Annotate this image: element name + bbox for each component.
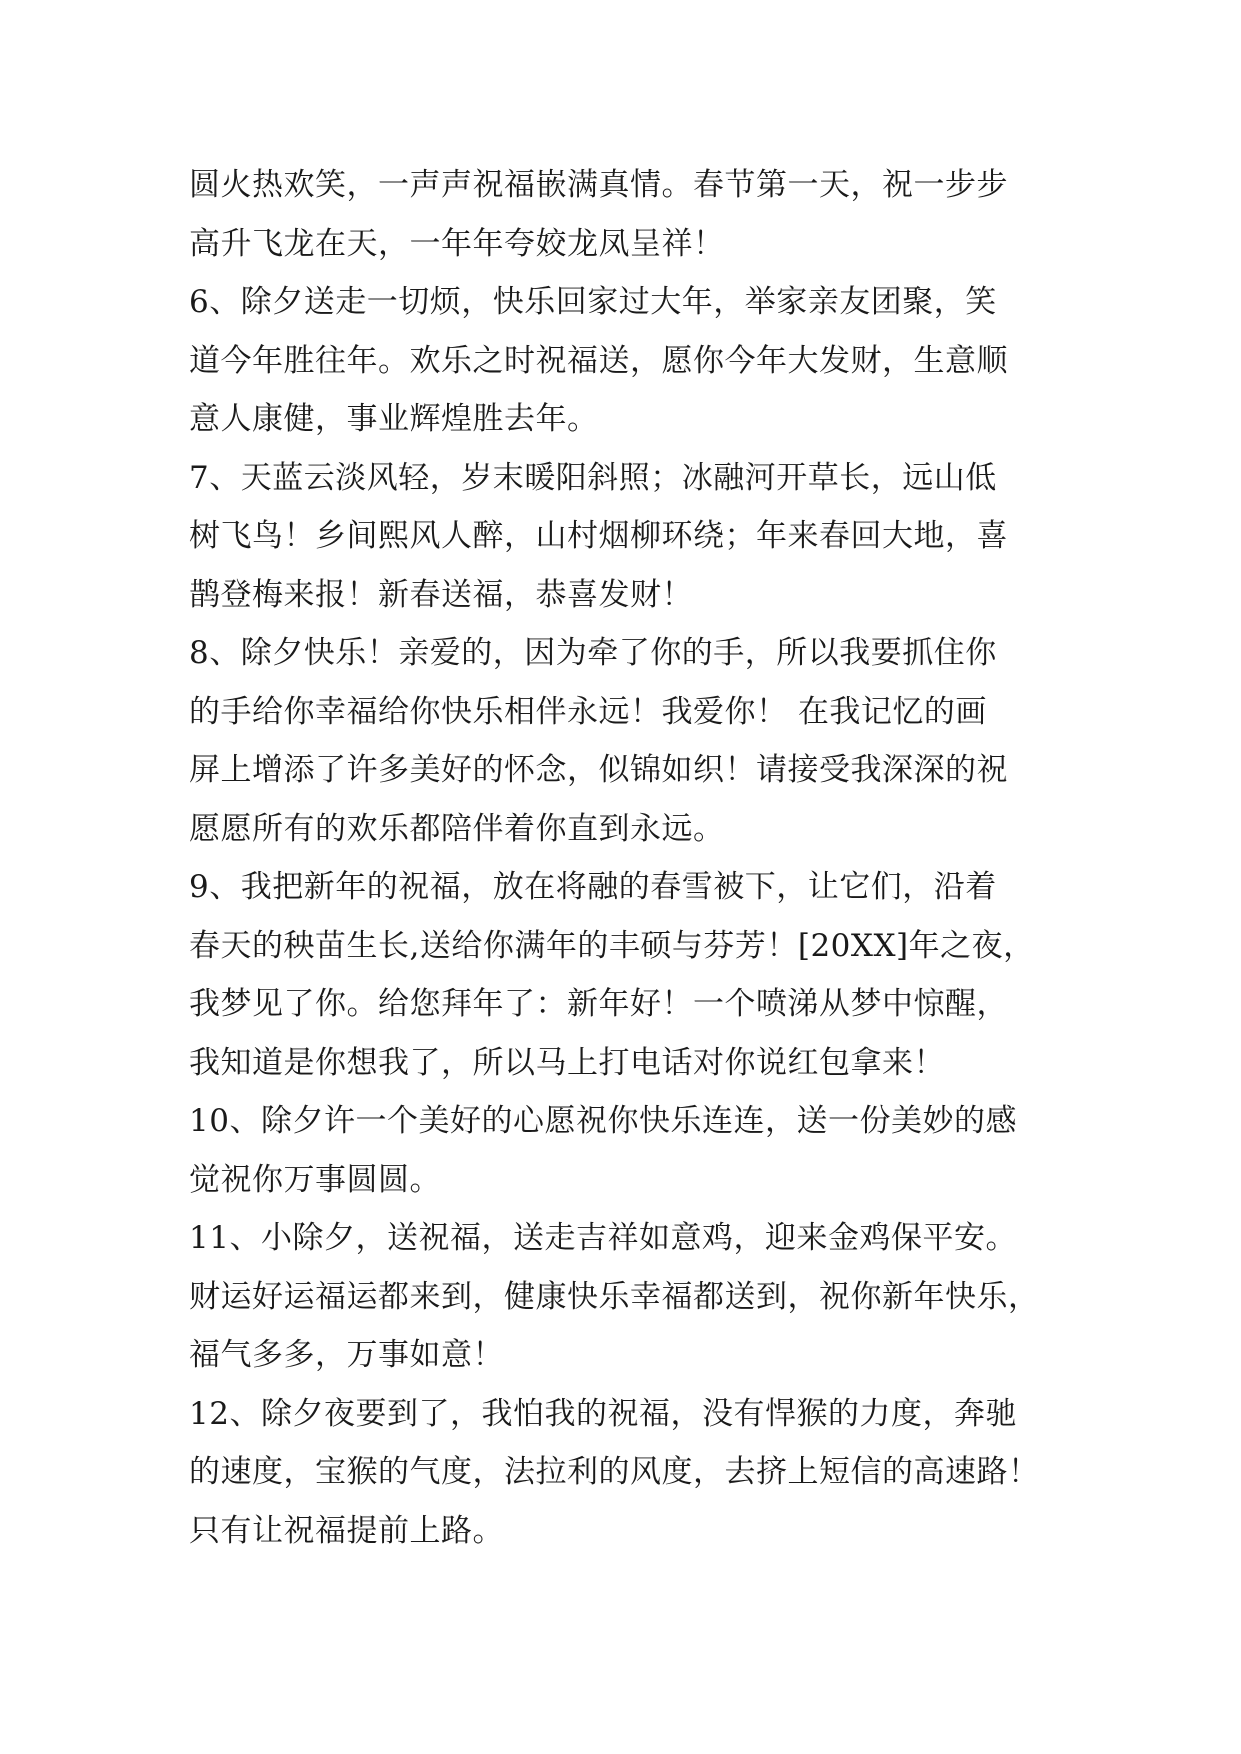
- text-line: 福气多多，万事如意！: [189, 1337, 504, 1373]
- text-line: 屏上增添了许多美好的怀念，似锦如织！请接受我深深的祝: [189, 752, 1008, 788]
- text-line: 9、我把新年的祝福，放在将融的春雪被下，让它们，沿着: [189, 869, 997, 905]
- text-line: 愿愿所有的欢乐都陪伴着你直到永远。: [189, 810, 725, 847]
- text-line: 的手给你幸福给你快乐相伴永远！我爱你！ 在我记忆的画: [189, 693, 987, 730]
- text-line: 财运好运福运都来到，健康快乐幸福都送到，祝你新年快乐，: [189, 1278, 1040, 1315]
- text-line: 树飞鸟！乡间熙风人醉，山村烟柳环绕；年来春回大地，喜: [189, 518, 1008, 554]
- text-line: 7、天蓝云淡风轻，岁末暖阳斜照；冰融河开草长，远山低: [189, 459, 997, 496]
- text-line: 8、除夕快乐！亲爱的，因为牵了你的手，所以我要抓住你: [189, 635, 997, 671]
- text-line: 11、小除夕，送祝福，送走吉祥如意鸡，迎来金鸡保平安。: [189, 1220, 1017, 1256]
- text-line: 的速度，宝猴的气度，法拉利的风度，去挤上短信的高速路！: [189, 1454, 1040, 1490]
- text-line: 觉祝你万事圆圆。: [189, 1161, 441, 1198]
- text-line: 圆火热欢笑，一声声祝福嵌满真情。春节第一天，祝一步步: [189, 167, 1008, 203]
- text-line: 我梦见了你。给您拜年了：新年好！一个喷涕从梦中惊醒，: [189, 986, 1008, 1022]
- text-line: 只有让祝福提前上路。: [189, 1512, 504, 1549]
- text-line: 12、除夕夜要到了，我怕我的祝福，没有悍猴的力度，奔驰: [189, 1395, 1017, 1432]
- text-line: 高升飞龙在天，一年年夸姣龙凤呈祥！: [189, 225, 725, 262]
- text-line: 我知道是你想我了，所以马上打电话对你说红包拿来！: [189, 1044, 945, 1081]
- text-line: 10、除夕许一个美好的心愿祝你快乐连连，送一份美妙的感: [189, 1103, 1017, 1139]
- text-line: 春天的秧苗生长,送给你满年的丰硕与芬芳！[20XX]年之夜，: [189, 927, 1035, 964]
- text-line: 道今年胜往年。欢乐之时祝福送，愿你今年大发财，生意顺: [189, 342, 1008, 379]
- text-line: 意人康健，事业辉煌胜去年。: [189, 401, 599, 437]
- document-body: [189, 156, 1059, 1560]
- text-line: 6、除夕送走一切烦，快乐回家过大年，举家亲友团聚，笑: [189, 284, 997, 320]
- text-line: 鹊登梅来报！新春送福，恭喜发财！: [189, 576, 693, 613]
